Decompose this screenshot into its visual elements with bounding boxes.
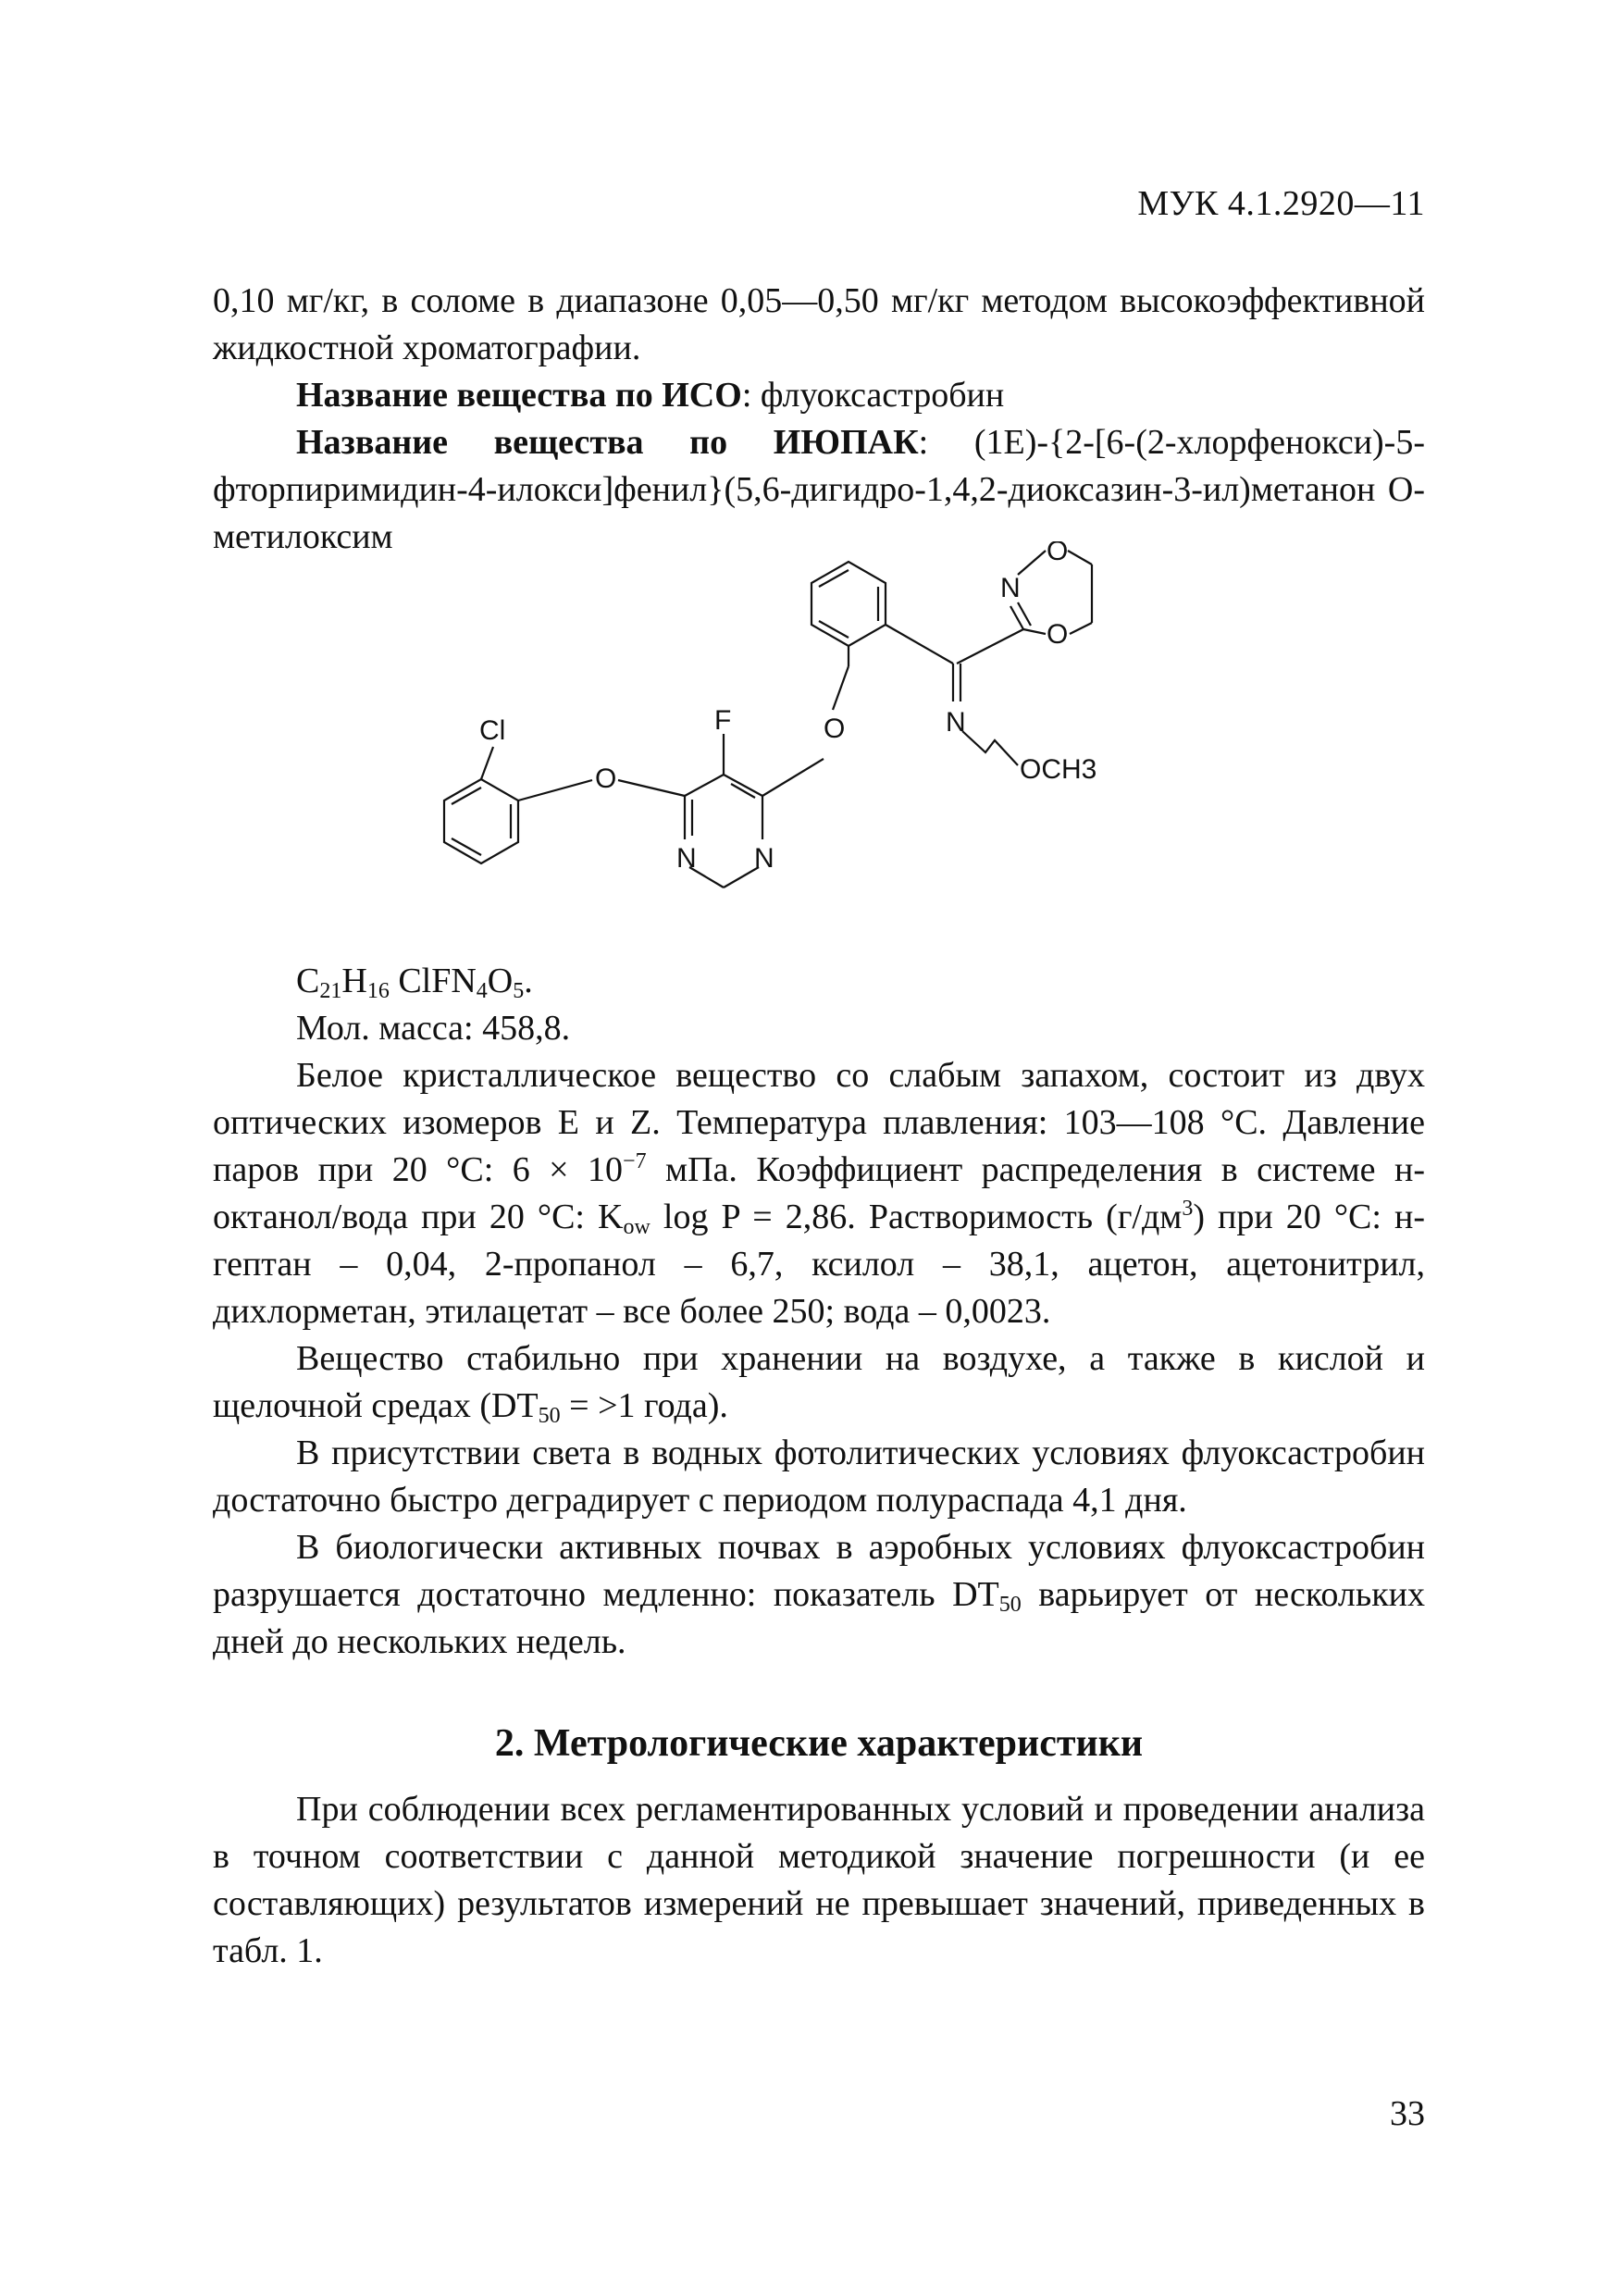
photolysis-paragraph: В присутствии света в водных фотолитических условиях флуоксастробин достаточно быстро деградирует с периодом полураспада 4,1 дня.	[213, 1433, 1425, 1520]
section-heading: 2. Метрологические характеристики	[494, 1722, 1144, 1765]
ether-oxygen-2-label: O	[824, 714, 846, 744]
text-block-middle	[213, 958, 1425, 1666]
molecular-formula: $C_{21}H_{16}$ $ClFN_4O_5$.	[296, 962, 533, 1003]
iupac-name-value: : (1E)-{2-[6-(2-хлорфенокси)-5-фторпиримидин-4-илокси]фенил}(5,6-дигидро-1,4,2-диоксазин-3-ил)метанон O-метилоксим	[213, 423, 1425, 556]
page-number: 33	[1390, 2094, 1425, 2133]
text-block-bottom	[213, 1786, 1425, 1975]
cl-atom-label: Cl	[479, 715, 506, 746]
iso-name-label: Название вещества по ИСО	[296, 376, 742, 415]
ether-bond-4	[833, 666, 849, 710]
properties-paragraph: Белое кристаллическое вещество со слабым запахом, состоит из двух оптических изомеров E и Z. Температура плавления: 103—108 °С. Давление паров при 20 °С: $6 \times 10^{-7}$ мПа. Коэффициент распределения в системе н-октанол/вода при 20 °С: $K_{ow}$ log P = 2,86. Растворимость $(г/дм^3)$ при 20 °С: н-гептан – 0,04, 2-пропанол – 6,7, ксилол – 38,1, ацетон, ацетонитрил, дихлорметан, этилацетат – все более 250; вода – 0,0023.	[213, 1056, 1425, 1331]
text-block-top	[213, 278, 1425, 561]
ether-bond-1	[518, 780, 592, 800]
document-code: МУК 4.1.2920—11	[1137, 184, 1425, 223]
och3-label: OCH3	[1020, 754, 1097, 785]
iupac-name-label: Название вещества по ИЮПАК	[296, 423, 919, 462]
oxime-wavy-bond	[962, 731, 1018, 765]
ether-bond-2	[618, 780, 685, 796]
oxime-n-label: N	[946, 707, 966, 738]
ether-bond-3	[762, 759, 824, 796]
iso-name-value: : флуоксастробин	[741, 376, 1005, 415]
molecular-mass: Мол. масса: 458,8.	[296, 1009, 571, 1048]
methanone-ring-bond	[957, 629, 1023, 664]
soil-degradation-paragraph: В биологически активных почвах в аэробных условиях флуоксастробин разрушается достаточно медленно: показатель $DT_{50}$ варьирует от нескольких дней до нескольких недель.	[213, 1528, 1425, 1661]
cl-bond	[481, 747, 493, 779]
dioxazine-n-label: N	[1000, 573, 1021, 603]
structural-formula-diagram	[407, 541, 1221, 930]
dioxazine-o-top-label: O	[1047, 541, 1069, 566]
ether-oxygen-1-label: O	[595, 763, 617, 794]
phenyl-methanone-bond	[886, 625, 953, 664]
chlorophenyl-ring	[444, 779, 518, 863]
phenyl-ring	[812, 562, 886, 646]
f-atom-label: F	[714, 705, 732, 736]
iupac-name-paragraph	[213, 419, 1425, 561]
metrology-paragraph: При соблюдении всех регламентированных условий и проведении анализа в точном соответствии с данной методикой значение погрешности (и ее составляющих) результатов измерений не превышает значений, приведенных в табл. 1.	[213, 1790, 1425, 1970]
intro-paragraph: 0,10 мг/кг, в соломе в диапазоне 0,05—0,50 мг/кг методом высокоэффективной жидкостной хроматографии.	[213, 281, 1425, 367]
dioxazine-o-bottom-label: O	[1047, 619, 1069, 650]
pyrimidine-n-left-label: N	[676, 843, 697, 874]
pyrimidine-n-right-label: N	[754, 843, 774, 874]
iso-name-line	[213, 372, 1425, 419]
stability-paragraph: Вещество стабильно при хранении на воздухе, а также в кислой и щелочной средах ($DT_{50} = >1$ года).	[213, 1339, 1425, 1428]
